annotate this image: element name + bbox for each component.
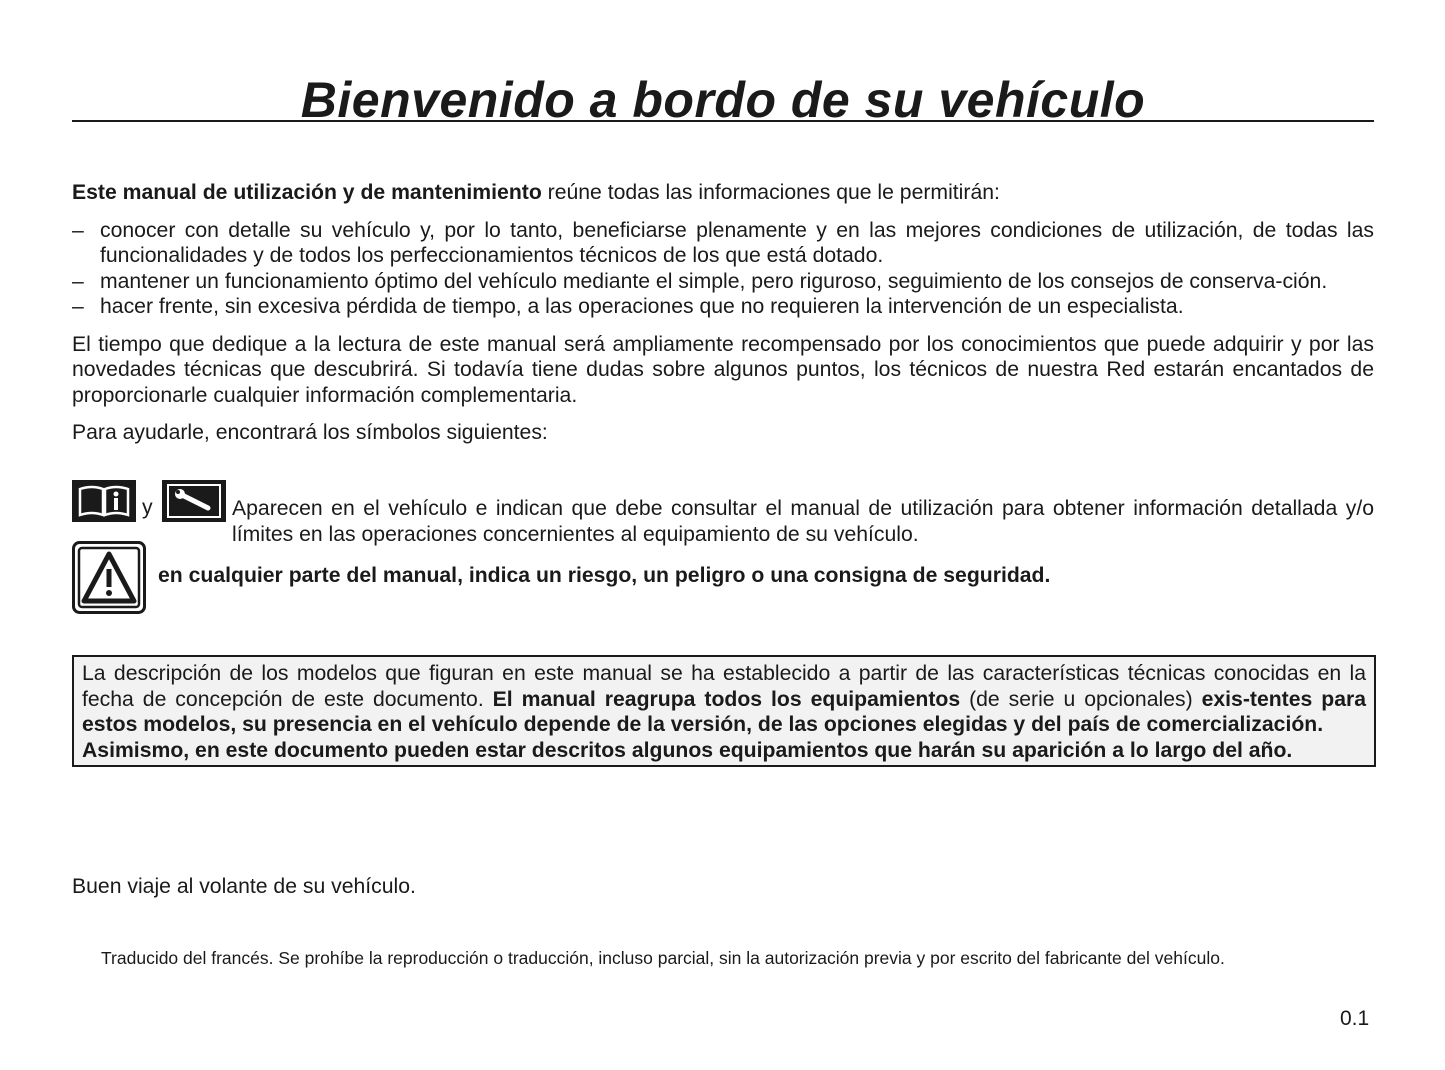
benefits-list	[72, 218, 1374, 320]
list-item-text: conocer con detalle su vehículo y, por lo tanto, beneficiarse plenamente y en las mejores condiciones de utilización, de todas las funcionalidades y de todos los perfeccionamientos técnicos de los que está dotado.	[100, 218, 1374, 267]
warning-triangle-icon	[72, 541, 146, 614]
page-title: Bienvenido a bordo de su vehículo	[300, 72, 1146, 128]
symbols-description: Aparecen en el vehículo e indican que debe consultar el manual de utilización para obtener información detallada y/o límites en las operaciones concernientes al equipamiento de su vehículo.	[232, 497, 1374, 546]
closing-line: Buen viaje al volante de su vehículo.	[72, 875, 416, 898]
and-label: y	[142, 496, 153, 519]
notice-text-1: La descripción de los modelos que figuran en este manual se ha establecido a partir de las características técnicas conocidas en la fecha de concepción de este documento.	[82, 662, 1366, 711]
help-paragraph: Para ayudarle, encontrará los símbolos siguientes:	[72, 421, 548, 444]
main-content	[72, 180, 1374, 446]
intro-bold: Este manual de utilización y de mantenimiento	[72, 181, 542, 204]
wrench-icon	[162, 480, 226, 522]
list-dash: –	[72, 218, 84, 242]
page-number: 0.1	[1340, 1007, 1370, 1030]
notice-box	[72, 655, 1376, 767]
copyright-footnote: Traducido del francés. Se prohíbe la reproducción o traducción, incluso parcial, sin la autorización previa y por escrito del fabricante del vehículo.	[101, 948, 1225, 968]
title-rule	[72, 68, 1374, 128]
notice-bold-2: exis-tentes para estos modelos, su presencia en el vehículo depende de la versión, de las opciones elegidas y del país de comercialización.	[82, 687, 1367, 736]
warning-description: en cualquier parte del manual, indica un riesgo, un peligro o una consigna de seguridad.	[158, 564, 1051, 587]
list-item	[72, 294, 1374, 320]
list-item	[72, 218, 1374, 269]
book-info-icon	[72, 480, 136, 522]
warning-row	[72, 541, 1374, 615]
list-dash: –	[72, 295, 84, 318]
notice-bold-1: El manual reagrupa todos los equipamientos	[492, 687, 961, 711]
symbols-row	[72, 480, 1374, 546]
list-item-text: mantener un funcionamiento óptimo del vehículo mediante el simple, pero riguroso, seguimiento de los consejos de conserva-ción.	[100, 269, 1328, 293]
list-item	[72, 269, 1374, 295]
list-item-text: hacer frente, sin excesiva pérdida de tiempo, a las operaciones que no requieren la intervención de un especialista.	[100, 295, 1184, 318]
intro-paragraph	[72, 180, 1374, 206]
notice-text-2: (de serie u opcionales)	[960, 687, 1202, 711]
list-dash: –	[72, 269, 84, 293]
intro-rest: reúne todas las informaciones que le permitirán:	[541, 181, 1000, 204]
notice-bold-3: Asimismo, en este documento pueden estar descritos algunos equipamientos que harán su aparición a lo largo del año.	[82, 738, 1293, 762]
time-paragraph: El tiempo que dedique a la lectura de este manual será ampliamente recompensado por los conocimientos que puede adquirir y por las novedades técnicas que descubrirá. Si todavía tiene dudas sobre algunos puntos, los técnicos de nuestra Red estarán encantados de proporcionarle cualquier información complementaria.	[72, 332, 1374, 407]
